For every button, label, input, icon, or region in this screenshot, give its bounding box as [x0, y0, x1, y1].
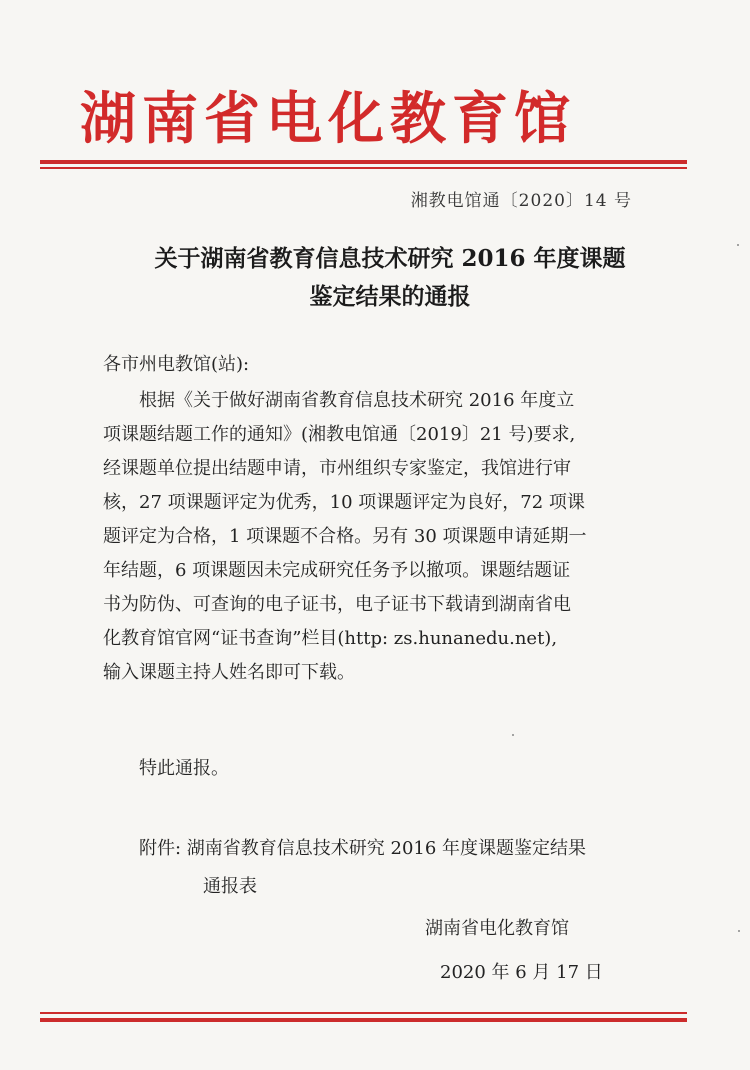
- body-line: 年结题，6 项课题因未完成研究任务予以撤项。课题结题证: [103, 560, 571, 581]
- document-title: [60, 240, 720, 316]
- letterhead-rule-thin: [40, 167, 687, 169]
- body-paragraph: [103, 384, 643, 690]
- footer-rule-thin: [40, 1012, 687, 1014]
- attachment-line-2: 通报表: [203, 876, 257, 897]
- closing-remark: 特此通报。: [139, 758, 229, 779]
- body-line: 根据《关于做好湖南省教育信息技术研究 2016 年度立: [139, 390, 575, 411]
- issue-date: 2020 年 6 月 17 日: [440, 962, 603, 983]
- salutation: 各市州电教馆(站):: [103, 354, 250, 375]
- body-line: 输入课题主持人姓名即可下载。: [103, 662, 355, 683]
- document-title-line-1: 关于湖南省教育信息技术研究 2016 年度课题: [154, 245, 626, 272]
- body-line: 经课题单位提出结题申请，市州组织专家鉴定，我馆进行审: [103, 458, 571, 479]
- body-line: 化教育馆官网“证书查询”栏目(http: zs.hunanedu.net),: [103, 628, 558, 649]
- body-line: 题评定为合格，1 项课题不合格。另有 30 项课题申请延期一: [103, 526, 587, 547]
- letterhead-rule-thick: [40, 160, 687, 164]
- body-line: 核，27 项课题评定为优秀，10 项课题评定为良好，72 项课: [103, 492, 585, 513]
- letterhead-org-name: 湖南省电化教育馆: [80, 87, 576, 152]
- footer-rule-thick: [40, 1018, 687, 1022]
- document-number: 湘教电馆通〔2020〕14 号: [410, 191, 632, 211]
- signature-org: 湖南省电化教育馆: [425, 918, 569, 939]
- scan-speck: [737, 244, 739, 246]
- attachment-note: [139, 830, 659, 906]
- body-line: 项课题结题工作的通知》(湘教电馆通〔2019〕21 号)要求,: [103, 424, 576, 445]
- scan-speck: [512, 734, 514, 736]
- scan-speck: [738, 930, 740, 932]
- body-line: 书为防伪、可查询的电子证书，电子证书下载请到湖南省电: [103, 594, 571, 615]
- document-title-line-2: 鉴定结果的通报: [309, 283, 471, 310]
- attachment-line-1: 附件: 湖南省教育信息技术研究 2016 年度课题鉴定结果: [139, 838, 587, 859]
